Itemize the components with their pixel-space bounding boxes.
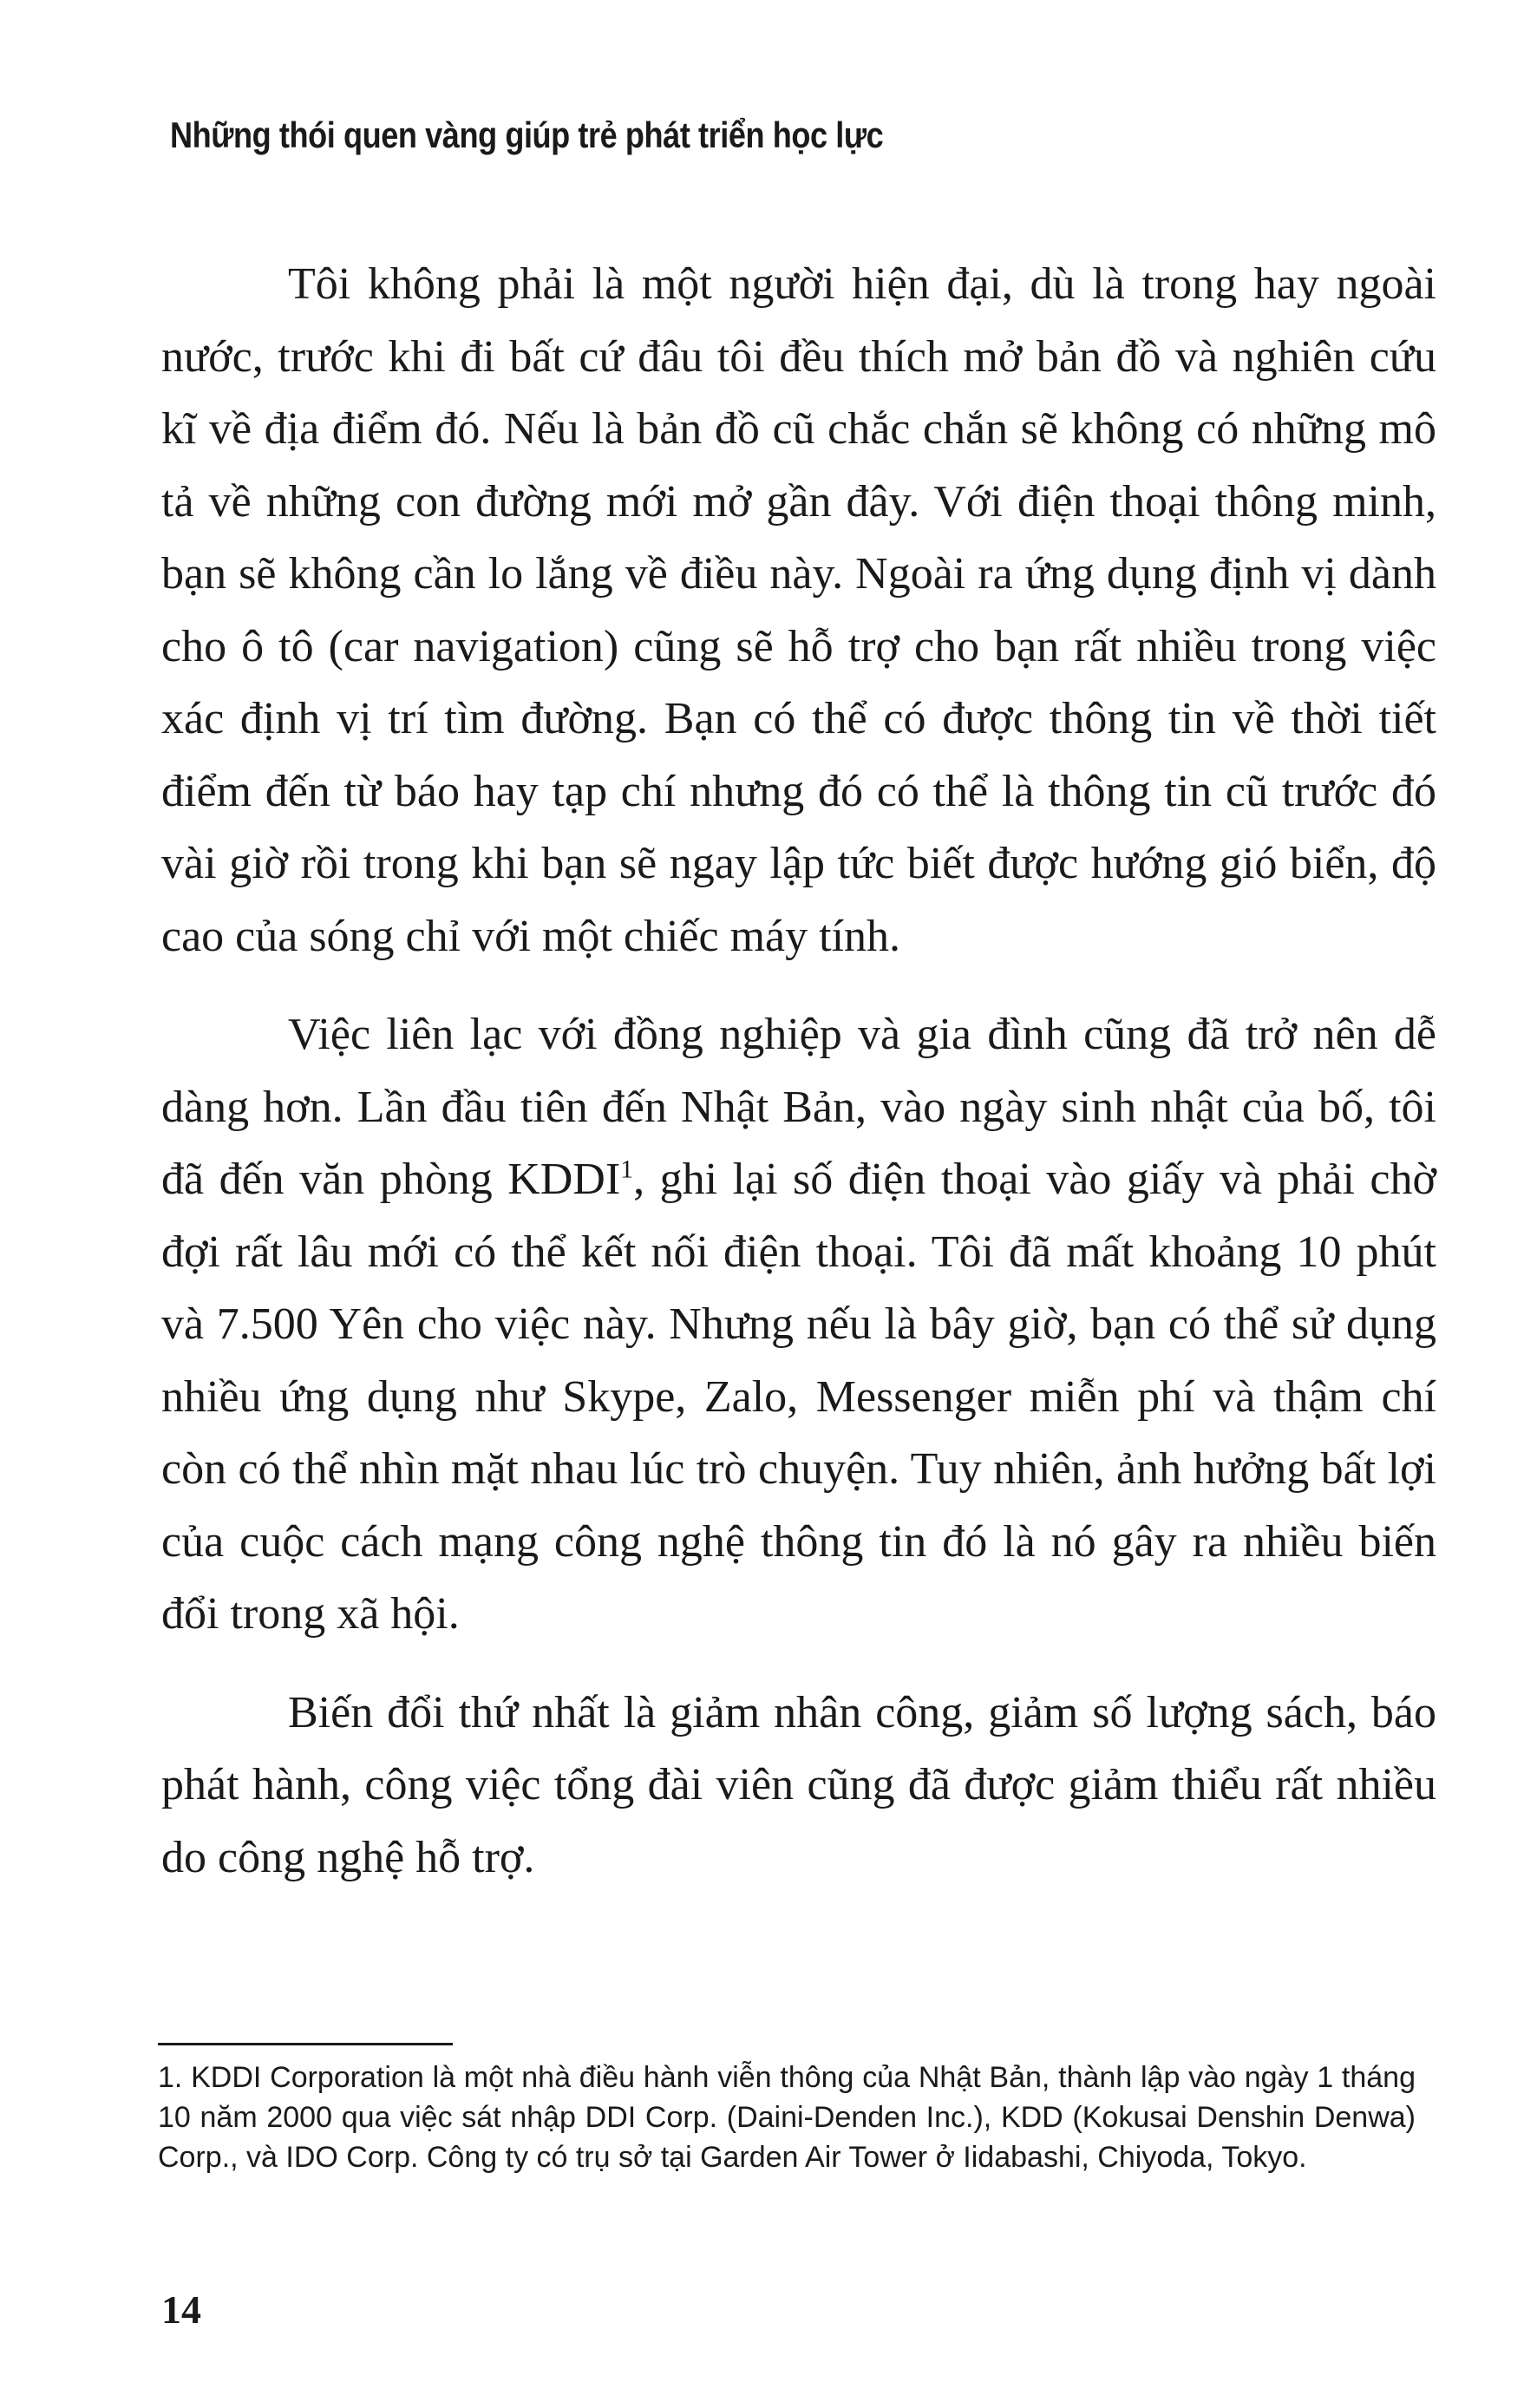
footnote-divider [158,2043,453,2045]
main-text [161,248,1436,1894]
running-header: Những thói quen vàng giúp trẻ phát triển học lực [170,115,884,155]
paragraph-2 [161,998,1436,1651]
paragraph-1: Tôi không phải là một người hiện đại, dù là trong hay ngoài nước, trước khi đi bất cứ đâu tôi đều thích mở bản đồ và nghiên cứu kĩ về địa điểm đó. Nếu là bản đồ cũ chắc chắn sẽ không có những mô tả về những con đường mới mở gần đây. Với điện thoại thông minh, bạn sẽ không cần lo lắng về điều này. Ngoài ra ứng dụng định vị dành cho ô tô (car navigation) cũng sẽ hỗ trợ cho bạn rất nhiều trong việc xác định vị trí tìm đường. Bạn có thể có được thông tin về thời tiết điểm đến từ báo hay tạp chí nhưng đó có thể là thông tin cũ trước đó vài giờ rồi trong khi bạn sẽ ngay lập tức biết được hướng gió biển, độ cao của sóng chỉ với một chiếc máy tính. [161,259,1436,961]
paragraph-2-text-end: , ghi lại số điện thoại vào giấy và phải chờ đợi rất lâu mới có thể kết nối điện thoại. Tôi đã mất khoảng 10 phút và 7.500 Yên cho việc này. Nhưng nếu là bây giờ, bạn có thể sử dụng nhiều ứng dụng như Skype, Zalo, Messenger miễn phí và thậm chí còn có thể nhìn mặt nhau lúc trò chuyện. Tuy nhiên, ảnh hưởng bất lợi của cuộc cách mạng công nghệ thông tin đó là nó gây ra nhiều biến đổi trong xã hội. [161,1155,1437,1639]
paragraph-3: Biến đổi thứ nhất là giảm nhân công, giảm số lượng sách, báo phát hành, công việc tổng đài viên cũng đã được giảm thiểu rất nhiều do công nghệ hỗ trợ. [161,1687,1436,1882]
footnote-reference: 1 [620,1155,634,1184]
footnote-text: 1. KDDI Corporation là một nhà điều hành viễn thông của Nhật Bản, thành lập vào ngày 1 tháng 10 năm 2000 qua việc sát nhập DDI Corp. (Daini-Denden Inc.), KDD (Kokusai Denshin Denwa) Corp., và IDO Corp. Công ty có trụ sở tại Garden Air Tower ở Iidabashi, Chiyoda, Tokyo. [158,2061,1416,2174]
page-number: 14 [161,2287,201,2332]
paragraph-2-text-start: Việc liên lạc với đồng nghiệp và gia đình cũng đã trở nên dễ dàng hơn. Lần đầu tiên đến Nhật Bản, vào ngày sinh nhật của bố, tôi đã đến văn phòng KDDI [161,1010,1436,1204]
